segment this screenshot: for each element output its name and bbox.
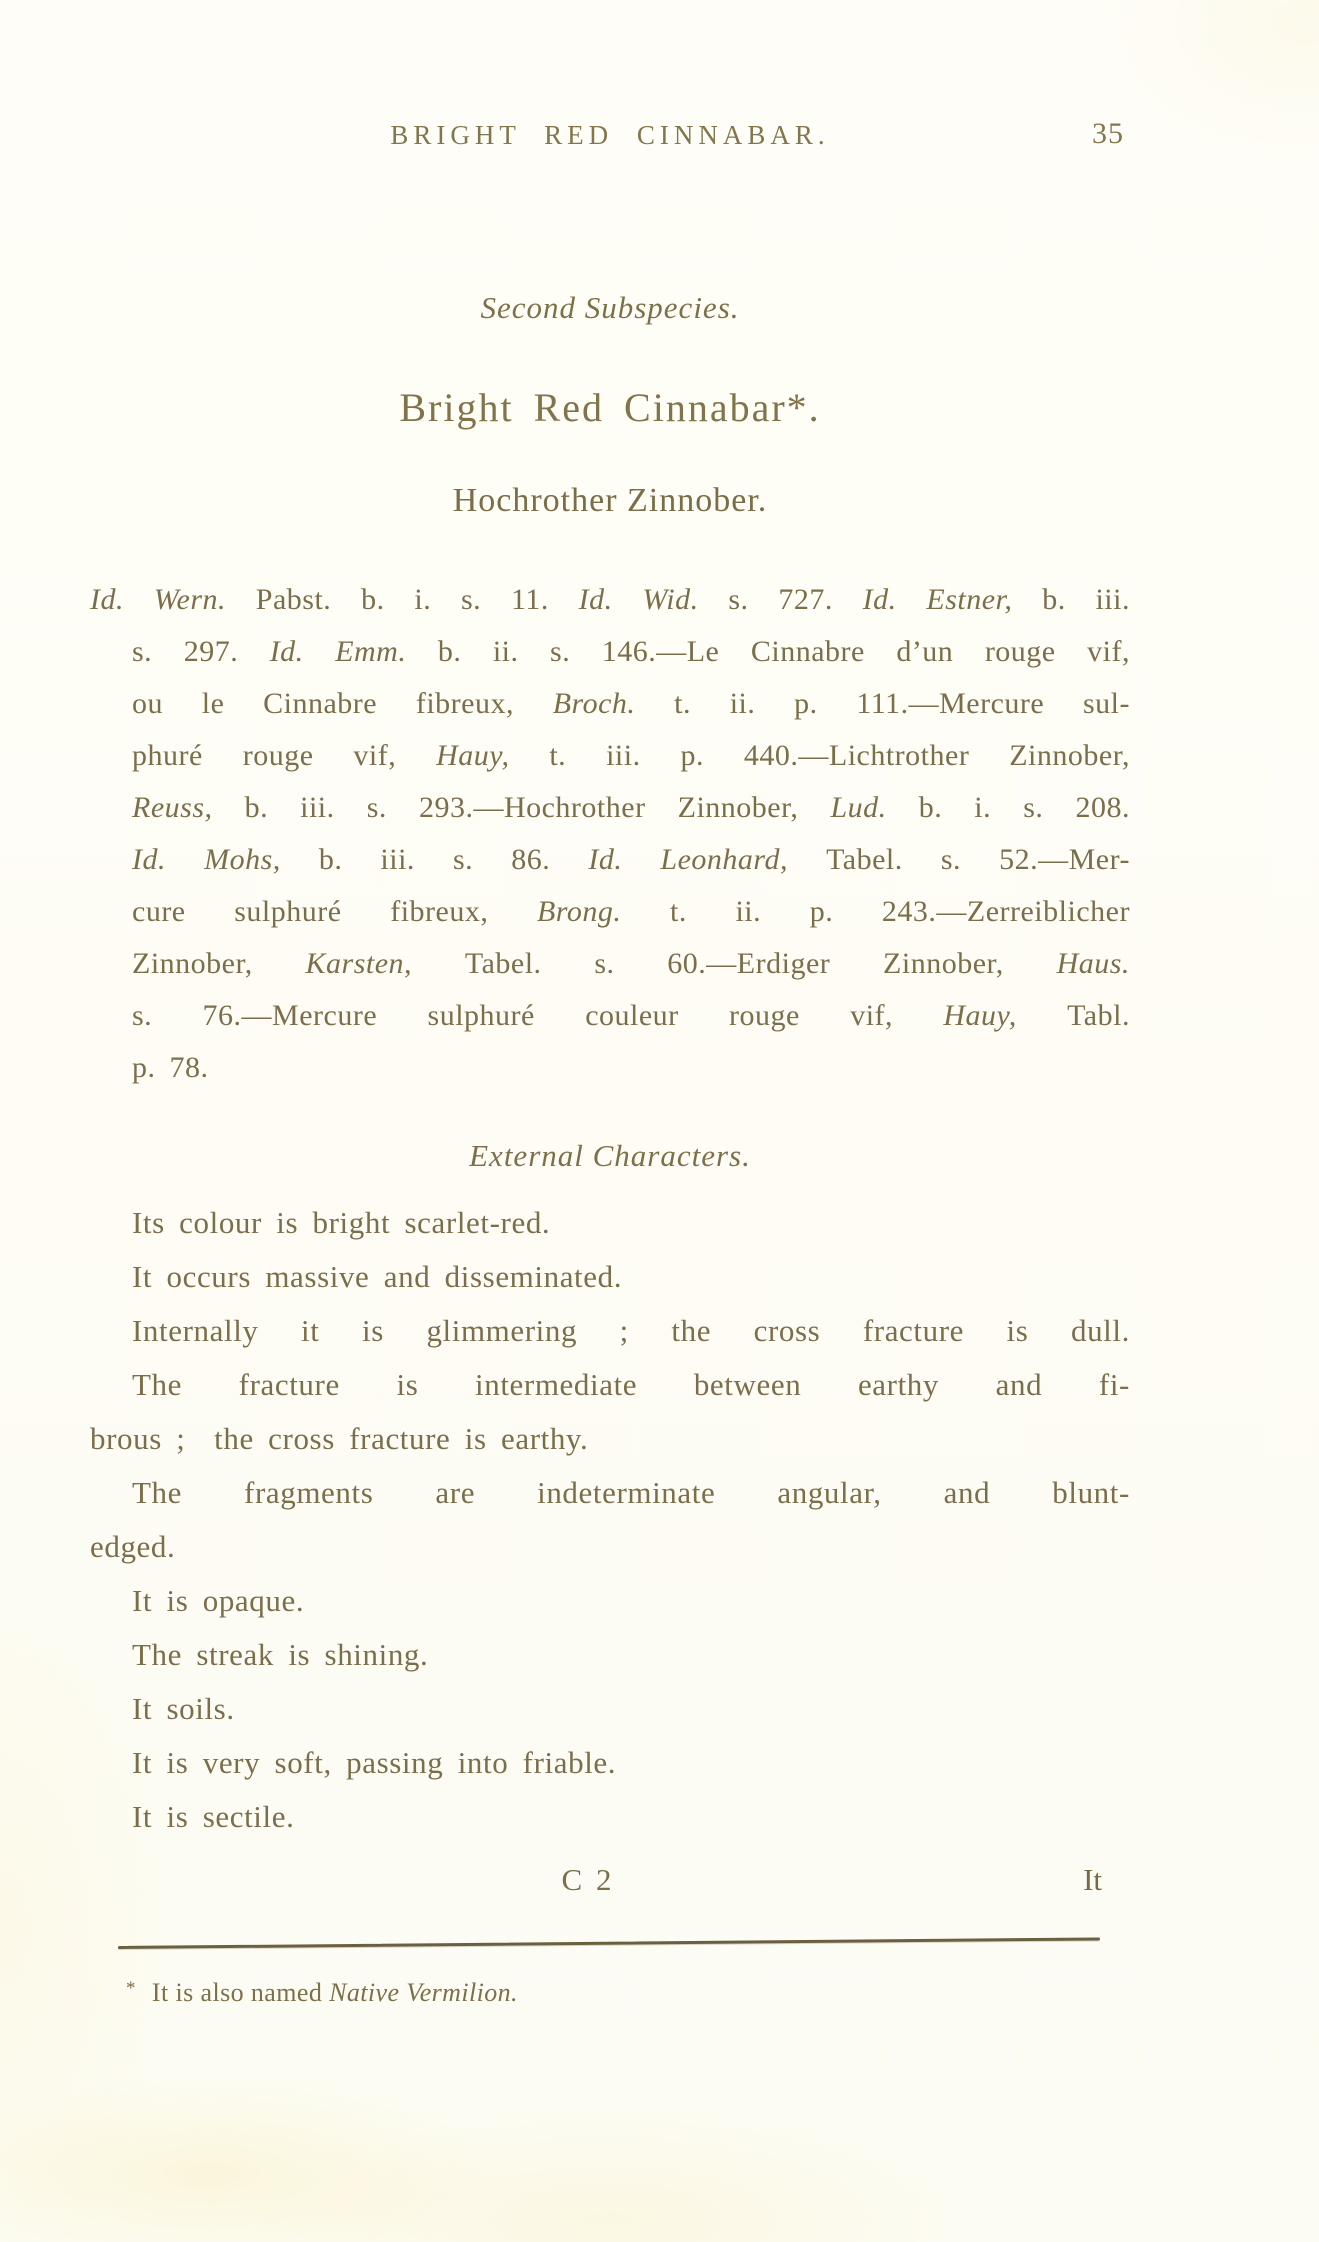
word: p. [794,687,818,720]
text-segment: Native Vermilion. [329,1978,518,2007]
footnote-rule [118,1937,1100,1949]
catchword: It [1083,1862,1102,1897]
word: 52.—Mer- [999,843,1130,876]
text-line [90,1304,1130,1358]
text-segment: It occurs massive and disseminated. [132,1259,623,1294]
word: 60.—Erdiger [667,947,831,980]
text-line [90,678,1130,730]
word: ii. [729,687,756,720]
word: b. [918,791,943,824]
page-footer [90,1862,1130,1898]
running-header-title: BRIGHT RED CINNABAR. [390,120,830,150]
word: sul- [1082,687,1130,720]
word: s. [453,843,474,876]
word: Id. [269,635,304,668]
word: vif, [353,739,397,772]
word: s. [461,583,482,616]
text-segment: It soils. [132,1691,235,1726]
word: Broch. [552,687,636,720]
word: 727. [778,583,833,616]
text-line [90,1736,1130,1790]
word: dull. [1070,1313,1130,1348]
word: Tabl. [1067,999,1130,1032]
word: t. [549,739,567,772]
text-segment: edged. [90,1529,176,1564]
word: fibreux, [390,895,489,928]
word: it [301,1313,320,1348]
word: and [995,1367,1043,1402]
text-line [90,1250,1130,1304]
word: s. [132,635,153,668]
word: 76.—Mercure [202,999,378,1032]
word: between [693,1367,802,1402]
word: s. [132,999,153,1032]
word: The [132,1367,182,1402]
text-line [90,938,1130,990]
text-line [90,886,1130,938]
word: 146.—Le [601,635,720,668]
word: i. [974,791,992,824]
word: Estner, [926,583,1013,616]
word: indeterminate [537,1475,716,1510]
word: 440.—Lichtrother [743,739,970,772]
word: Zinnober, [1009,739,1130,772]
word: fracture [862,1313,965,1348]
word: Pabst. [255,583,332,616]
word: Tabel. [826,843,903,876]
word: Emm. [335,635,407,668]
text-segment: It is sectile. [132,1799,295,1834]
running-header [90,117,1130,151]
word: Id. [132,843,166,876]
word: ; [619,1313,629,1348]
word: Zinnober, [132,947,253,980]
word: vif, [1087,635,1130,668]
word: 243.—Zerreiblicher [881,895,1130,928]
word: rouge [242,739,314,772]
word: fibreux, [415,687,514,720]
word: 86. [511,843,551,876]
word: p. [809,895,834,928]
word: Lud. [830,791,887,824]
text-line [90,1574,1130,1628]
word: iii. [380,843,415,876]
text-line [90,1466,1130,1520]
text-line [90,1196,1130,1250]
word: b. [361,583,385,616]
word: d’un [896,635,954,668]
word: s. [550,635,571,668]
text-segment: p. 78. [132,1051,209,1084]
word: The [132,1475,182,1510]
word: fragments [244,1475,374,1510]
external-characters-text [90,1196,1130,1844]
word: i. [414,583,432,616]
german-title: Hochrother Zinnober. [452,482,768,519]
word: b. [437,635,462,668]
word: Wid. [642,583,699,616]
word: s. [366,791,387,824]
text-line [90,574,1130,626]
word: glimmering [426,1313,578,1348]
word: iii. [1095,583,1130,616]
word: cure [132,895,186,928]
text-segment: It is opaque. [132,1583,305,1618]
text-line [90,626,1130,678]
text-line [90,1520,1130,1574]
word: p. [680,739,704,772]
word: is [396,1367,419,1402]
word: iii. [606,739,641,772]
word: t. [669,895,687,928]
word: 208. [1075,791,1130,824]
text-segment: brous ; the cross fracture is earthy. [90,1421,589,1456]
word: intermediate [475,1367,638,1402]
text-line [90,834,1130,886]
word: are [435,1475,476,1510]
word: 111.—Mercure [856,687,1045,720]
word: le [201,687,225,720]
text-segment: It is also named [151,1978,330,2007]
signature-mark: C 2 [561,1862,615,1897]
word: ii. [492,635,519,668]
word: and [943,1475,991,1510]
word: Id. [578,583,613,616]
text-line [90,1412,1130,1466]
word: b. [318,843,343,876]
word: s. [594,947,615,980]
word: s. [728,583,749,616]
word: fracture [238,1367,340,1402]
text-line [90,730,1130,782]
word: b. [1042,583,1066,616]
word: sulphuré [427,999,535,1032]
word: ou [132,687,163,720]
footnote-marker: * [126,1978,136,1999]
text-line [90,990,1130,1042]
word: b. [244,791,269,824]
text-segment: The streak is shining. [132,1637,429,1672]
word: couleur [585,999,679,1032]
word: Haus. [1056,947,1130,980]
word: Hauy, [943,999,1017,1032]
word: Internally [132,1313,259,1348]
word: 11. [510,583,549,616]
word: is [1006,1313,1029,1348]
word: Cinnabre [750,635,865,668]
word: ii. [735,895,762,928]
text-line [90,1358,1130,1412]
word: angular, [777,1475,882,1510]
text-line [90,782,1130,834]
word: s. [940,843,962,876]
word: is [362,1313,384,1348]
word: Karsten, [305,947,413,980]
word: Mohs, [204,843,281,876]
word: earthy [857,1367,940,1402]
word: 297. [183,635,239,668]
page-number: 35 [1092,117,1124,150]
text-line [90,1628,1130,1682]
synonymy-paragraph [90,574,1130,1094]
subspecies-heading: Second Subspecies. [480,290,740,325]
section-heading: External Characters. [469,1138,751,1173]
word: Tabel. [464,947,542,980]
main-title: Bright Red Cinnabar*. [399,385,821,430]
word: fi- [1098,1367,1130,1402]
word: Id. [90,583,124,616]
word: rouge [729,999,800,1032]
word: vif, [850,999,894,1032]
word: Hauy, [436,739,510,772]
word: Brong. [536,895,622,928]
word: rouge [984,635,1056,668]
text-line [90,1790,1130,1844]
text-line [90,1682,1130,1736]
word: Reuss, [132,791,213,824]
word: Cinnabre [263,687,378,720]
word: Id. [588,843,623,876]
word: Zinnober, [883,947,1004,980]
word: cross [753,1313,821,1348]
text-line [90,1042,1130,1094]
word: iii. [300,791,335,824]
word: blunt- [1052,1475,1130,1510]
word: the [671,1313,712,1348]
word: t. [674,687,691,720]
word: Leonhard, [660,843,788,876]
text-segment: It is very soft, passing into friable. [132,1745,617,1780]
word: Wern. [153,583,227,616]
word: phuré [132,739,203,772]
word: Id. [862,583,897,616]
word: Zinnober, [677,791,799,824]
word: s. [1023,791,1044,824]
footnote [126,1978,518,2008]
word: sulphuré [234,895,342,928]
footnote-text [152,1978,518,2007]
text-segment: Its colour is bright scarlet-red. [132,1205,551,1240]
word: 293.—Hochrother [418,791,646,824]
